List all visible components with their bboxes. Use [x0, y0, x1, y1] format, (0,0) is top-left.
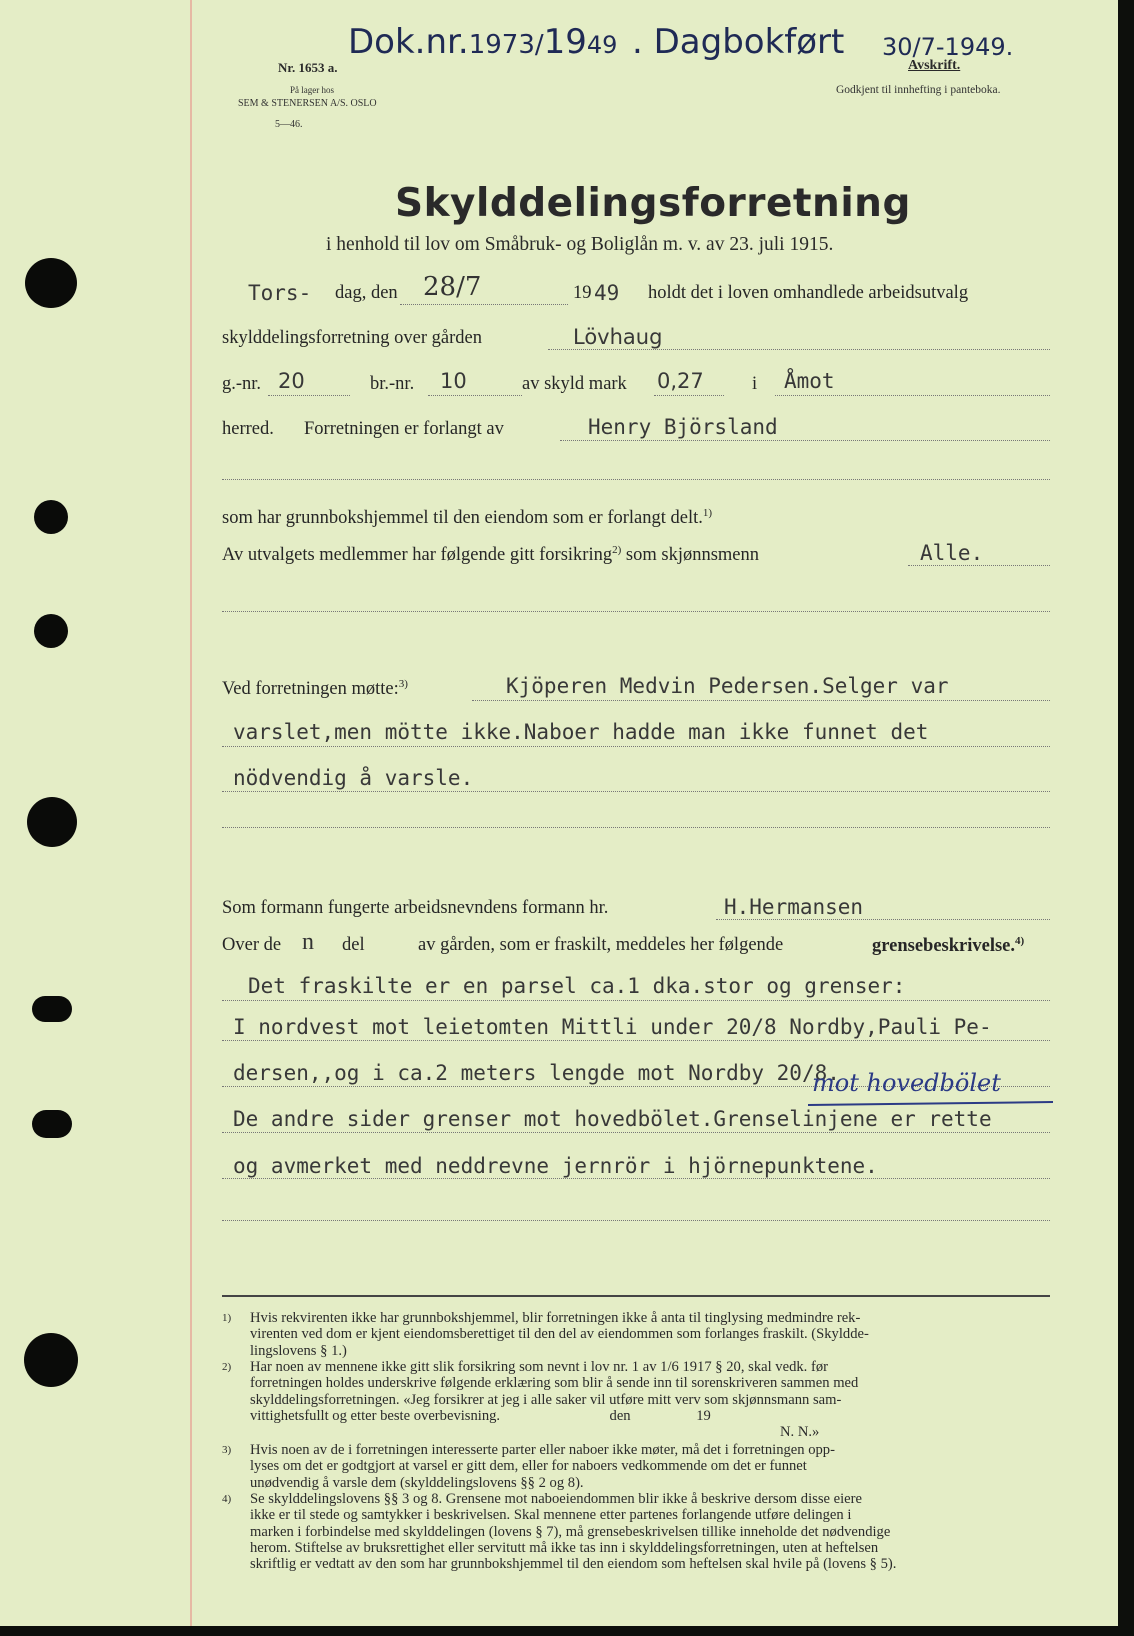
handwritten-note: mot hovedbölet — [812, 1069, 1001, 1097]
publisher-line1: På lager hos — [290, 85, 334, 95]
avskrift-label: Avskrift. — [908, 58, 961, 73]
date-field-line — [400, 304, 568, 305]
motte-line-2: varslet,men mötte ikke.Naboer hadde man ikke funnet det — [233, 720, 929, 744]
motte-field-line — [222, 791, 1050, 792]
margin-rule — [190, 0, 192, 1626]
over-value: n — [302, 929, 314, 955]
punch-hole — [32, 996, 72, 1022]
stamp-year-printed: 49 — [586, 31, 618, 59]
day-value: Tors- — [248, 281, 312, 305]
utvalg-field-line — [908, 565, 1050, 566]
motte-line-1: Kjöperen Medvin Pedersen.Selger var — [506, 674, 949, 698]
stamp-doc-number: 1973/ — [468, 30, 544, 60]
year-value: 49 — [594, 281, 620, 305]
motte-field-line — [222, 746, 1050, 747]
del-label: del — [342, 935, 365, 955]
grense-line-1: Det fraskilte er en parsel ca.1 dka.stor og grenser: — [248, 974, 906, 998]
skyld-label: av skyld mark — [522, 374, 627, 394]
footnote-line: unødvendig å varsle dem (skylddelingslovens §§ 2 og 8). — [250, 1474, 584, 1491]
footnote-line: marken i forbindelse med skylddelingen (lovens § 7), må grensebeskrivelsen tillike inneholde det nødvendige — [250, 1523, 891, 1540]
gnr-label: g.-nr. — [222, 374, 262, 394]
punch-hole — [27, 797, 77, 847]
stamp-year-handwritten: 19 — [543, 22, 587, 62]
grense-label: grensebeskrivelse. — [872, 936, 1016, 957]
page-title: Skylddelingsforretning — [395, 181, 911, 226]
footnote-line: Har noen av mennene ikke gitt slik forsikring som nevnt i lov nr. 1 av 1/6 1917 § 20, skal vedk. før — [250, 1359, 828, 1375]
grense-field-line — [222, 1132, 1050, 1133]
bnr-label: br.-nr. — [370, 374, 415, 394]
grunnbok-text — [222, 507, 712, 529]
blank-line — [222, 479, 1050, 480]
requested-field-line — [560, 440, 1050, 441]
skyld-value: 0,27 — [657, 369, 704, 393]
publisher-line2: SEM & STENERSEN A/S. OSLO — [238, 98, 377, 109]
stamp-doc — [348, 22, 617, 62]
footnote-line: herom. Stiftelse av bruksrettighet eller servitutt må ikke tas inn i skylddelingsforretningen, uten at heftelsen — [250, 1539, 879, 1556]
gnr-value: 20 — [278, 369, 305, 393]
blank-line — [222, 611, 1050, 612]
i-label: i — [752, 374, 758, 394]
footnote-line: skriftlig er vedtatt av den som har grunnbokshjemmel til den eiendom som heftelsen skal hvile på (lovens § 5). — [250, 1556, 897, 1573]
grense-line-3: dersen,,og i ca.2 meters lengde mot Nordby 20/8. — [233, 1061, 840, 1085]
blank-line — [222, 827, 1050, 828]
grense-field-line — [222, 1178, 1050, 1179]
formann-value: H.Hermansen — [724, 895, 864, 919]
grense-field-line — [222, 1000, 1050, 1001]
footnote-line: vittighetsfullt og etter beste overbevisning. den 19 — [250, 1407, 711, 1424]
grense-field-line — [222, 1040, 1050, 1041]
footnote-line: ikke er til stede og samtykker i beskrivelsen. Skal mennene etter partenes forlangende utføre delingen i — [250, 1507, 852, 1524]
punch-hole — [25, 258, 77, 308]
stamp-doc-label: Dok.nr. — [348, 22, 469, 62]
footnote-line: Hvis rekvirenten ikke har grunnbokshjemmel, blir forretningen ikke å anta til tinglysing medmindre rek- — [250, 1310, 861, 1326]
motte-label: Ved forretningen møtte: — [222, 679, 399, 700]
footnote-line: Hvis noen av de i forretningen interesserte parter eller naboer ikke møter, må det i forretningen opp- — [250, 1442, 835, 1458]
footnote-signature: N. N.» — [780, 1424, 820, 1441]
footnote-separator — [222, 1295, 1050, 1297]
herred-field-line — [775, 395, 1050, 396]
page-subtitle: i henhold til lov om Småbruk- og Boliglån m. v. av 23. juli 1915. — [326, 234, 834, 255]
footnote-line: lingslovens § 1.) — [250, 1342, 347, 1359]
grense-line-5: og avmerket med neddrevne jernrör i hjörnepunktene. — [233, 1154, 878, 1178]
grense-line-4: De andre sider grenser mot hovedbölet.Grenselinjene er rette — [233, 1107, 992, 1131]
footnote-line: virenten ved dom er kjent eiendomsberettiget til den del av eiendommen som forlanges fraskilt. (Skyldde- — [250, 1326, 869, 1343]
punch-hole — [32, 1110, 72, 1138]
footnote-line: lyses om det er godtgjort at varsel er gitt dem, eller for naboers vedkommende om det er funnet — [250, 1458, 807, 1475]
over-label: Over de — [222, 935, 282, 955]
motte-line-3: nödvendig å varsle. — [233, 766, 474, 790]
utvalg-footnote-ref: 2) — [612, 544, 622, 556]
punch-hole — [34, 500, 68, 534]
footnote-2-number: 2) — [222, 1361, 232, 1373]
herred-label: herred. — [222, 419, 274, 439]
utvalg-label: Av utvalgets medlemmer har følgende gitt forsikring — [222, 545, 613, 566]
over-label2: av gården, som er fraskilt, meddeles her følgende — [418, 935, 784, 955]
gnr-field-line — [268, 395, 350, 396]
bnr-field-line — [428, 395, 522, 396]
motte-field-line — [472, 700, 1050, 701]
skyld-field-line — [654, 395, 724, 396]
footnote-line: skylddelingsforretningen. «Jeg forsikrer at jeg i alle saker vil utføre mitt verv som skjønnsmann sam- — [250, 1391, 842, 1408]
grense-footnote-ref: 4) — [1015, 935, 1025, 947]
farm-label: skylddelingsforretning over gården — [222, 328, 482, 348]
footnote-1-number: 1) — [222, 1312, 232, 1324]
footnote-line: Se skylddelingslovens §§ 3 og 8. Grensene mot naboeiendommen blir ikke å beskrive dersom disse eiere — [250, 1491, 862, 1507]
punch-hole — [24, 1333, 78, 1387]
footnote-4-text — [250, 1491, 1050, 1572]
footnote-4-number: 4) — [222, 1493, 232, 1505]
stamp-dagbokfort: . Dagbokført — [632, 22, 845, 62]
stamp-date: 30/7-1949. — [882, 33, 1014, 61]
day-label: dag, den — [335, 283, 398, 303]
punch-hole — [34, 614, 68, 648]
utvalg-label2: som skjønnsmenn — [625, 545, 760, 566]
footnote-1-text — [250, 1310, 1050, 1359]
footnote-2-text — [250, 1359, 1050, 1440]
utvalg-value: Alle. — [920, 541, 984, 565]
grunnbok-text-body: som har grunnbokshjemmel til den eiendom som er forlangt delt. — [222, 508, 703, 529]
footnote-3-number: 3) — [222, 1444, 232, 1456]
date-value: 28/7 — [423, 272, 482, 302]
footnote-line: forretningen holdes underskrive følgende erklæring som blir å sende inn til sorenskriveren sammen med — [250, 1375, 859, 1392]
print-date: 5—46. — [275, 119, 303, 130]
footnote-3-text — [250, 1442, 1050, 1491]
grunnbok-footnote-ref: 1) — [702, 507, 713, 519]
bnr-value: 10 — [440, 369, 467, 393]
form-number: Nr. 1653 a. — [278, 60, 338, 75]
held-label: holdt det i loven omhandlede arbeidsutvalg — [648, 283, 969, 303]
formann-field-line — [716, 919, 1050, 920]
motte-footnote-ref: 3) — [398, 678, 408, 690]
formann-label: Som formann fungerte arbeidsnevndens formann hr. — [222, 898, 609, 918]
herred-value: Åmot — [784, 369, 835, 393]
utvalg-text — [222, 544, 759, 566]
grense-text — [872, 935, 1024, 957]
year-prefix: 19 — [573, 283, 592, 303]
grense-line-2: I nordvest mot leietomten Mittli under 20/8 Nordby,Pauli Pe- — [233, 1015, 992, 1039]
farm-value: Lövhaug — [573, 325, 663, 349]
blank-line — [222, 1220, 1050, 1221]
requested-value: Henry Björsland — [588, 415, 778, 439]
requested-label: Forretningen er forlangt av — [304, 419, 504, 439]
motte-text — [222, 678, 408, 700]
farm-field-line — [548, 349, 1050, 350]
godkjent-label: Godkjent til innhefting i panteboka. — [836, 84, 1001, 96]
